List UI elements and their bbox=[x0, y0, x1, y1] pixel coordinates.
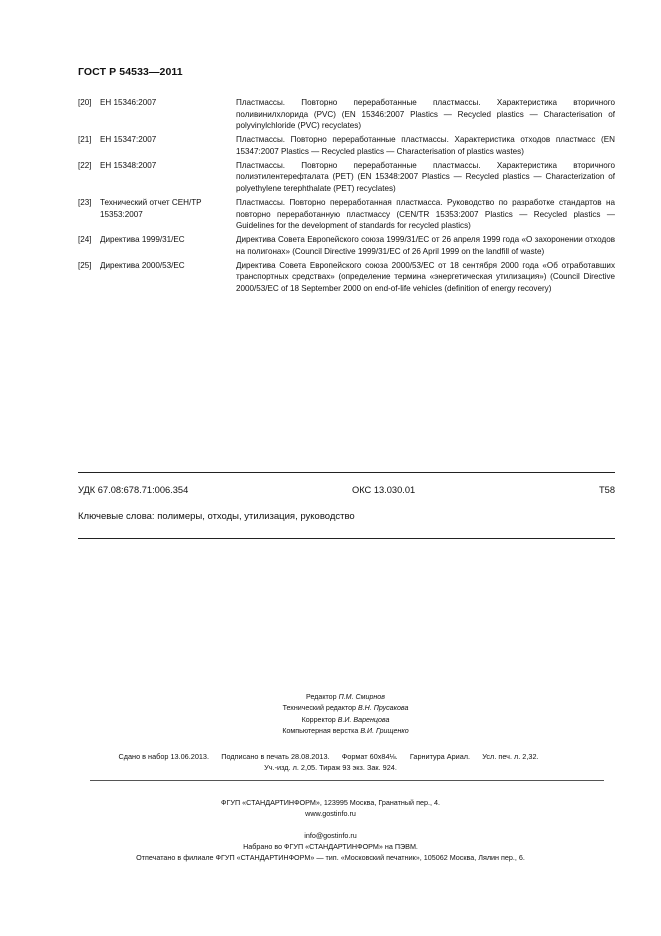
ref-number: [21] bbox=[78, 135, 92, 145]
print-info-block bbox=[0, 751, 661, 773]
ref-number: [25] bbox=[78, 260, 92, 270]
print-info-row bbox=[0, 762, 661, 773]
document-header-title: ГОСТ Р 54533—2011 bbox=[78, 66, 183, 78]
ref-number: [24] bbox=[78, 235, 92, 245]
footer-divider bbox=[90, 780, 604, 781]
publisher-website: www.gostinfo.ru bbox=[305, 809, 356, 818]
credit-name: В.И. Грищенко bbox=[360, 727, 409, 736]
credit-corrector bbox=[30, 715, 661, 726]
ref-code: Директива 2000/53/ЕС bbox=[100, 260, 185, 270]
credits-block bbox=[0, 692, 661, 738]
keywords-line bbox=[78, 511, 355, 522]
ref-number: [23] bbox=[78, 197, 92, 207]
ref-code: ЕН 15346:2007 bbox=[100, 98, 157, 107]
bibliography-item bbox=[78, 197, 615, 232]
oks-code: ОКС 13.030.01 bbox=[352, 485, 416, 495]
publisher-contacts bbox=[0, 808, 661, 841]
publish-sheets: Уч.-изд. л. 2,05. bbox=[264, 763, 318, 772]
publisher-email: info@gostinfo.ru bbox=[304, 831, 357, 840]
ref-code: Технический отчет СЕН/ТР 15353:2007 bbox=[100, 197, 202, 219]
bibliography-item bbox=[78, 160, 615, 195]
ref-description: Пластмассы. Повторно переработанные пластмассы. Характеристика вторичного поливинилхлорида (PVC) (EN 15346:2007 Plastics — Recycled plastics — Characterisation of polyvinylchloride (PVC) recyclates) bbox=[236, 98, 615, 131]
font-info: Гарнитура Ариал. bbox=[409, 752, 471, 761]
publisher-name-address: ФГУП «СТАНДАРТИНФОРМ», 123995 Москва, Гранатный пер., 4. bbox=[221, 798, 440, 807]
credit-role: Редактор bbox=[306, 693, 337, 701]
format: Формат 60х84⅛. bbox=[341, 752, 398, 761]
bibliography-item bbox=[78, 134, 615, 157]
signed-date: Подписано в печать 28.08.2013. bbox=[221, 752, 330, 761]
credit-tech-editor bbox=[30, 703, 661, 714]
bibliography-item bbox=[78, 97, 615, 132]
bibliography-item bbox=[78, 260, 615, 295]
credit-role: Корректор bbox=[301, 715, 336, 724]
ref-description: Директива Совета Европейского союза 1999/31/ЕС от 26 апреля 1999 года «О захоронении отходов на полигонах» (Council Directive 1999/31/EC of 26 April 1999 on the landfill of waste) bbox=[236, 235, 615, 256]
ref-code: ЕН 15347:2007 bbox=[100, 135, 157, 145]
credit-role: Компьютерная верстка bbox=[282, 727, 359, 736]
credit-name: В.И. Варенцова bbox=[337, 715, 390, 724]
top-divider bbox=[78, 472, 615, 473]
bibliography-list bbox=[78, 97, 615, 297]
keywords-label: Ключевые слова: bbox=[78, 511, 155, 522]
credit-role: Технический редактор bbox=[282, 704, 356, 713]
ref-number: [22] bbox=[78, 160, 92, 170]
ref-description: Пластмассы. Повторно переработанные пластмассы. Характеристика вторичного полиэтилентерефталата (PET) (EN 15348:2007 Plastics — Recycled plastics — Characterization of polyethylene terephthalate (PET) recyclates) bbox=[236, 160, 615, 193]
publisher-printed: Отпечатано в филиале ФГУП «СТАНДАРТИНФОРМ» — тип. «Московский печатник», 105062 Москва, Лялин пер., 6. bbox=[136, 853, 525, 862]
classification-line bbox=[78, 485, 615, 495]
print-info-row bbox=[0, 751, 661, 762]
ref-number: [20] bbox=[78, 98, 92, 107]
publisher-block bbox=[0, 797, 661, 863]
credit-layout bbox=[30, 726, 661, 737]
t-code: Т58 bbox=[598, 485, 615, 495]
ref-description: Пластмассы. Повторно переработанные пластмассы. Характеристика отходов пластмасс (EN 15347:2007 Plastics — Recycled plastics — Characterisation of plastics wastes) bbox=[236, 135, 615, 156]
print-sheets: Усл. печ. л. 2,32. bbox=[482, 752, 539, 761]
order: Зак. 924. bbox=[366, 763, 397, 772]
set-date: Сдано в набор 13.06.2013. bbox=[118, 752, 210, 761]
ref-description: Пластмассы. Повторно переработанная пластмасса. Руководство по разработке стандартов на повторно переработанную пластмассу (CEN/TR 15353:2007 Plastics — Recycled plastics — Guidelines for the development of standards for recycled plastics) bbox=[236, 197, 615, 231]
udk-code: УДК 67.08:678.71:006.354 bbox=[78, 485, 189, 495]
credit-name: В.Н. Прусакова bbox=[357, 704, 409, 713]
keywords-text: полимеры, отходы, утилизация, руководство bbox=[157, 511, 355, 522]
bottom-divider bbox=[78, 538, 615, 539]
ref-description: Директива Совета Европейского союза 2000/53/ЕС от 18 сентября 2000 года «Об отработавших транспортных средствах» (определение термина «энергетическая утилизация») (Council Directive 2000/53/EC of 18 September 2000 on end-of-life vehicles (definition of energy recovery) bbox=[236, 260, 615, 293]
ref-code: ЕН 15348:2007 bbox=[100, 160, 157, 170]
publisher-typeset: Набрано во ФГУП «СТАНДАРТИНФОРМ» на ПЭВМ. bbox=[243, 842, 418, 851]
run: Тираж 93 экз. bbox=[319, 763, 365, 772]
bibliography-item bbox=[78, 234, 615, 257]
credit-editor bbox=[30, 692, 661, 703]
ref-code: Директива 1999/31/ЕС bbox=[100, 235, 185, 245]
credit-name: П.М. Смирнов bbox=[338, 693, 385, 701]
